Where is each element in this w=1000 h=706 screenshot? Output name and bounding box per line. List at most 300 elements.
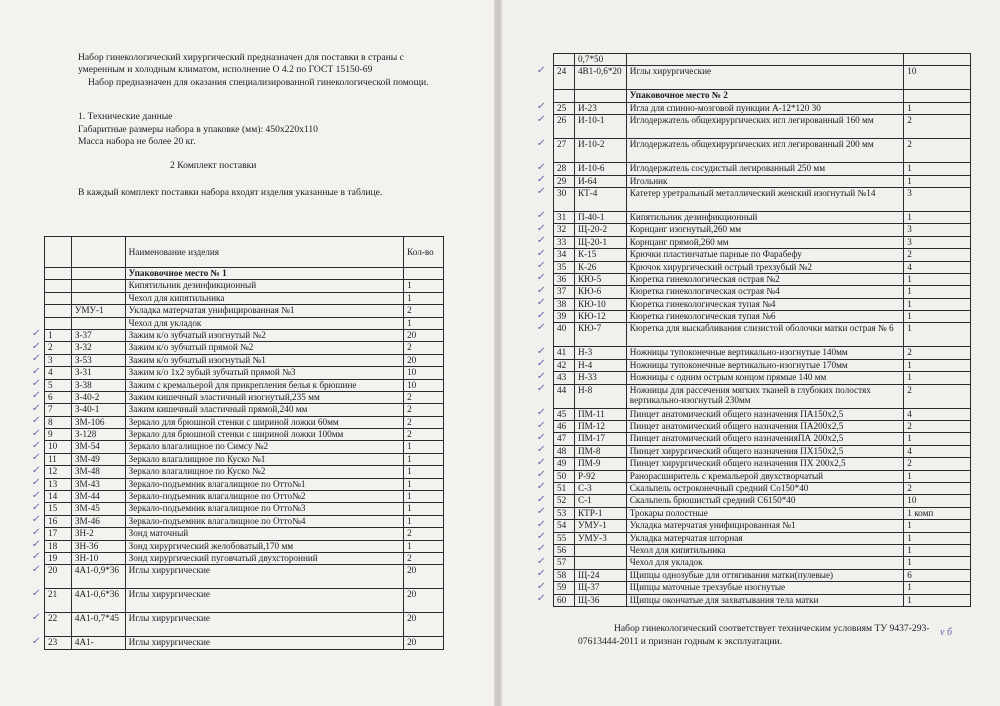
table-row (554, 532, 971, 544)
cell-code (71, 237, 125, 268)
cell-num: 16 (45, 515, 72, 527)
check-mark: ✓ (536, 345, 547, 357)
cell-code: ЗМ-45 (71, 503, 125, 515)
table-row (45, 292, 444, 304)
table-row (554, 482, 971, 494)
table-row (45, 329, 444, 341)
cell-name: Чехол для кипятильника (626, 544, 904, 556)
cell-name: Катетер уретральный металлический женский изогнутый №14 (626, 187, 904, 211)
cell-num: 9 (45, 429, 72, 441)
cell-qty: 3 (904, 236, 971, 248)
cell-num: 50 (554, 470, 575, 482)
table-row (554, 261, 971, 273)
cell-name: Кипятильник дезинфикционный (125, 280, 403, 292)
check-mark: ✓ (536, 113, 547, 125)
cell-qty: 2 (404, 429, 444, 441)
cell-name: Иглодержатель общехирургических игл легированный 200 мм (626, 139, 904, 163)
cell-qty: 2 (404, 528, 444, 540)
cell-code: Щ-24 (574, 569, 626, 581)
check-mark: ✓ (536, 297, 547, 309)
cell-name: Игла для спинно-мозговой пункции А-12*120 30 (626, 102, 904, 114)
cell-code: ЗН-36 (71, 540, 125, 552)
table-row (45, 637, 444, 649)
cell-name: Наименование изделия (125, 237, 403, 268)
table-row (554, 273, 971, 285)
cell-num: 43 (554, 372, 575, 384)
cell-num (45, 268, 72, 280)
check-mark: ✓ (536, 419, 547, 431)
cell-num: 49 (554, 458, 575, 470)
cell-qty: 20 (404, 354, 444, 366)
cell-qty: 1 (404, 503, 444, 515)
cell-qty (904, 90, 971, 102)
cell-num: 5 (45, 379, 72, 391)
cell-num: 59 (554, 582, 575, 594)
cell-num: 14 (45, 491, 72, 503)
cell-code (71, 280, 125, 292)
cell-num: 48 (554, 445, 575, 457)
check-mark: ✓ (536, 210, 547, 222)
cell-num: 40 (554, 323, 575, 347)
table-row (45, 429, 444, 441)
cell-qty: 1 (904, 532, 971, 544)
table-row (554, 249, 971, 261)
check-mark: ✓ (31, 415, 42, 427)
cell-num: 57 (554, 557, 575, 569)
cell-name: Щипцы однозубые для оттягивания матки(пулевые) (626, 569, 904, 581)
cell-name: Чехол для кипятильника (125, 292, 403, 304)
table-row (554, 298, 971, 310)
cell-qty: 3 (904, 187, 971, 211)
check-mark: ✓ (536, 580, 547, 592)
cell-qty: 1 (904, 470, 971, 482)
check-mark: ✓ (536, 506, 547, 518)
cell-code: КТ-4 (574, 187, 626, 211)
cell-code: 4А1-0,9*36 (71, 565, 125, 589)
cell-qty: 1 (404, 478, 444, 490)
cell-num: 45 (554, 408, 575, 420)
cell-name: Зеркало для брюшной стенки с шириной ложки 100мм (125, 429, 403, 441)
handwritten-note: v б (940, 627, 952, 638)
check-mark: ✓ (536, 309, 547, 321)
cell-name: Пинцет анатомический общего назначения ПА150х2,5 (626, 408, 904, 420)
cell-name: Упаковочное место № 1 (125, 268, 403, 280)
check-mark: ✓ (31, 365, 42, 377)
cell-code: КЮ-10 (574, 298, 626, 310)
cell-qty: 2 (904, 139, 971, 163)
cell-num (45, 237, 72, 268)
cell-code: И-23 (574, 102, 626, 114)
cell-name: Зажим к/о зубчатый изогнутый №1 (125, 354, 403, 366)
check-mark: ✓ (536, 493, 547, 505)
check-mark: ✓ (536, 370, 547, 382)
items-table-left (44, 236, 444, 650)
check-mark: ✓ (31, 439, 42, 451)
table-row (554, 594, 971, 606)
cell-qty: 2 (404, 404, 444, 416)
check-mark: ✓ (536, 321, 547, 333)
cell-name: Укладка матерчатая унифицированная №1 (125, 305, 403, 317)
check-mark: ✓ (536, 358, 547, 370)
cell-name: Крючок хирургический острый трехзубый №2 (626, 261, 904, 273)
cell-code: 4А1- (71, 637, 125, 649)
cell-name: Зеркало для брюшной стенки с шириной ложки 60мм (125, 416, 403, 428)
cell-qty: 4 (904, 445, 971, 457)
check-mark: ✓ (536, 444, 547, 456)
cell-num: 3 (45, 354, 72, 366)
cell-code: ПМ-11 (574, 408, 626, 420)
cell-qty: 1 (904, 323, 971, 347)
table-row (45, 379, 444, 391)
cell-name: Зеркало влагалищное по Куско №2 (125, 466, 403, 478)
cell-num (45, 292, 72, 304)
check-mark: ✓ (536, 469, 547, 481)
cell-num: 22 (45, 613, 72, 637)
section-delivery: 2 Комплект поставки (170, 160, 257, 172)
cell-qty: 2 (904, 421, 971, 433)
table-row (45, 466, 444, 478)
cell-qty: 10 (904, 66, 971, 90)
cell-qty: 1 (404, 280, 444, 292)
cell-qty: 1 (404, 292, 444, 304)
cell-qty: 1 (904, 286, 971, 298)
section-technical: 1. Технические данные (78, 111, 173, 123)
table-row (554, 544, 971, 556)
table-row (554, 384, 971, 408)
cell-name: Щипцы маточные трехзубые изогнутые (626, 582, 904, 594)
cell-num: 7 (45, 404, 72, 416)
check-mark: ✓ (31, 402, 42, 414)
table-row (45, 613, 444, 637)
cell-qty: 20 (404, 565, 444, 589)
cell-num: 39 (554, 311, 575, 323)
cell-name: Игольник (626, 175, 904, 187)
cell-num: 21 (45, 589, 72, 613)
cell-num: 26 (554, 115, 575, 139)
table-row (554, 507, 971, 519)
check-mark: ✓ (31, 452, 42, 464)
cell-qty: 1 (904, 163, 971, 175)
cell-num: 12 (45, 466, 72, 478)
cell-num: 46 (554, 421, 575, 433)
check-mark: ✓ (536, 64, 547, 76)
check-mark: ✓ (536, 235, 547, 247)
table-header-row (45, 237, 444, 268)
check-mark: ✓ (536, 272, 547, 284)
cell-qty: 1 (904, 102, 971, 114)
cell-num: 33 (554, 236, 575, 248)
cell-code: ПМ-9 (574, 458, 626, 470)
cell-code: Н-4 (574, 359, 626, 371)
cell-code: З-40-2 (71, 391, 125, 403)
check-mark: ✓ (31, 611, 42, 623)
table-row (554, 311, 971, 323)
cell-num: 37 (554, 286, 575, 298)
cell-qty: 1 (404, 540, 444, 552)
cell-name: Зонд хирургический желобоватый,170 мм (125, 540, 403, 552)
table-row (45, 565, 444, 589)
table-row (45, 354, 444, 366)
cell-name: Кипятильник дезинфикционный (626, 211, 904, 223)
check-mark: ✓ (536, 531, 547, 543)
cell-name: Ножницы для рассечения мягких тканей в глубоких полостях вертикально-изогнутый 230мм (626, 384, 904, 408)
cell-name: Ранорасширитель с кремальерой двухстворчатый (626, 470, 904, 482)
cell-qty: 1 (904, 372, 971, 384)
cell-code (71, 292, 125, 304)
cell-name: Иглы хирургические (125, 637, 403, 649)
check-mark: ✓ (536, 284, 547, 296)
cell-name: Иглодержатель общехирургических игл легированный 160 мм (626, 115, 904, 139)
cell-qty: 10 (404, 379, 444, 391)
items-table-right (553, 53, 971, 607)
check-mark: ✓ (31, 526, 42, 538)
cell-name: Кюретка гинекологическая тупая №6 (626, 311, 904, 323)
table-row (554, 115, 971, 139)
cell-num: 13 (45, 478, 72, 490)
cell-qty: 6 (904, 569, 971, 581)
cell-name: Ножницы тупоконечные вертикально-изогнутые 170мм (626, 359, 904, 371)
cell-code: УМУ-3 (574, 532, 626, 544)
check-mark: ✓ (536, 174, 547, 186)
cell-num: 24 (554, 66, 575, 90)
cell-qty: 1 (904, 175, 971, 187)
cell-code: Н-8 (574, 384, 626, 408)
table-row (45, 528, 444, 540)
intro-paragraph-2: Набор предназначен для оказания специализированной гинекологической помощи. (88, 76, 429, 88)
cell-num: 58 (554, 569, 575, 581)
cell-num: 42 (554, 359, 575, 371)
cell-code (71, 268, 125, 280)
table-row (45, 367, 444, 379)
cell-num: 11 (45, 453, 72, 465)
cell-code: З-38 (71, 379, 125, 391)
cell-num (554, 90, 575, 102)
check-mark: ✓ (536, 481, 547, 493)
check-mark: ✓ (536, 431, 547, 443)
check-mark: ✓ (31, 587, 42, 599)
cell-name: Иглы хирургические (125, 565, 403, 589)
cell-code: П-40-1 (574, 211, 626, 223)
table-row (554, 421, 971, 433)
intro-text (78, 52, 438, 199)
cell-code: ЗМ-46 (71, 515, 125, 527)
cell-name: Зажим кишечный эластичный прямой,240 мм (125, 404, 403, 416)
table-row (45, 317, 444, 329)
check-mark: ✓ (536, 247, 547, 259)
cell-code: ЗМ-54 (71, 441, 125, 453)
check-mark: ✓ (536, 186, 547, 198)
cell-num: 44 (554, 384, 575, 408)
table-row (554, 236, 971, 248)
table-row (45, 280, 444, 292)
table-row (554, 54, 971, 66)
cell-qty: 2 (404, 552, 444, 564)
cell-qty: 20 (404, 329, 444, 341)
cell-code: ЗН-2 (71, 528, 125, 540)
table-row (554, 139, 971, 163)
intro-paragraph-1: Набор гинекологический хирургический предназначен для поставки в страны с умеренным и холодным климатом, исполнение О 4.2 по ГОСТ 15150-69 (78, 52, 404, 76)
cell-num (45, 280, 72, 292)
cell-code: КЮ-6 (574, 286, 626, 298)
cell-name: Зеркало-подъемник влагалищное по Отто№4 (125, 515, 403, 527)
cell-code: И-10-6 (574, 163, 626, 175)
cell-code: Щ-37 (574, 582, 626, 594)
cell-name: Зеркало влагалищное по Куско №1 (125, 453, 403, 465)
cell-code: З-31 (71, 367, 125, 379)
cell-qty: 20 (404, 637, 444, 649)
cell-num: 54 (554, 520, 575, 532)
cell-code: С-3 (574, 482, 626, 494)
cell-num: 10 (45, 441, 72, 453)
cell-num: 36 (554, 273, 575, 285)
table-row (554, 187, 971, 211)
cell-code: УМУ-1 (71, 305, 125, 317)
cell-num: 4 (45, 367, 72, 379)
cell-num: 30 (554, 187, 575, 211)
table-row (554, 372, 971, 384)
cell-code: З-53 (71, 354, 125, 366)
cell-code: Щ-20-1 (574, 236, 626, 248)
compliance-statement: Набор гинекологический соответствует техническим условиям ТУ 9437-293-07613444-2011 и признан годным к эксплуатации. (578, 622, 930, 647)
cell-code: 4А1-0,7*45 (71, 613, 125, 637)
check-mark: ✓ (31, 489, 42, 501)
table-row (554, 445, 971, 457)
cell-num (554, 54, 575, 66)
table-row (45, 540, 444, 552)
cell-name: Крючки пластинчатые парные по Фарабефу (626, 249, 904, 261)
cell-num: 20 (45, 565, 72, 589)
cell-qty: 3 (904, 224, 971, 236)
cell-qty: 2 (404, 342, 444, 354)
cell-num: 28 (554, 163, 575, 175)
cell-code: ЗМ-49 (71, 453, 125, 465)
cell-qty: 2 (904, 347, 971, 359)
cell-num: 60 (554, 594, 575, 606)
table-row (554, 458, 971, 470)
cell-num: 51 (554, 482, 575, 494)
cell-qty: 1 (904, 311, 971, 323)
cell-code: Н-3 (574, 347, 626, 359)
check-mark: ✓ (536, 383, 547, 395)
cell-num: 8 (45, 416, 72, 428)
cell-code: З-40-1 (71, 404, 125, 416)
check-mark: ✓ (31, 563, 42, 575)
cell-name: Зеркало-подъемник влагалищное по Отто№1 (125, 478, 403, 490)
cell-code: И-10-2 (574, 139, 626, 163)
cell-name: Иглы хирургические (125, 613, 403, 637)
check-mark: ✓ (536, 518, 547, 530)
cell-qty: 1 (404, 466, 444, 478)
cell-qty: 20 (404, 613, 444, 637)
cell-code: Щ-36 (574, 594, 626, 606)
cell-num: 6 (45, 391, 72, 403)
table-row (554, 359, 971, 371)
check-mark: ✓ (31, 477, 42, 489)
cell-name: Зонд маточный (125, 528, 403, 540)
table-row (554, 569, 971, 581)
check-mark: ✓ (31, 551, 42, 563)
check-mark: ✓ (536, 593, 547, 604)
cell-code: З-37 (71, 329, 125, 341)
check-mark: ✓ (31, 353, 42, 365)
cell-qty: 2 (404, 305, 444, 317)
cell-qty: 1 (404, 317, 444, 329)
table-row (554, 520, 971, 532)
check-mark: ✓ (31, 427, 42, 439)
cell-name: Иглы хирургические (125, 589, 403, 613)
check-mark: ✓ (536, 456, 547, 468)
cell-name: Корнцанг прямой,260 мм (626, 236, 904, 248)
table-row (45, 515, 444, 527)
check-mark: ✓ (31, 514, 42, 526)
table-row (554, 408, 971, 420)
table-row (45, 441, 444, 453)
cell-code: С-1 (574, 495, 626, 507)
cell-name: Кюретка для выскабливания слизистой оболочки матки острая № 6 (626, 323, 904, 347)
check-mark: ✓ (31, 390, 42, 402)
check-mark: ✓ (31, 378, 42, 390)
table-row (45, 491, 444, 503)
table-row (45, 404, 444, 416)
cell-num: 27 (554, 139, 575, 163)
cell-num: 23 (45, 637, 72, 649)
cell-qty: 1 (904, 557, 971, 569)
cell-qty: 1 комп (904, 507, 971, 519)
cell-name: Зеркало-подъемник влагалищное по Отто№2 (125, 491, 403, 503)
cell-name: Ножницы тупоконечные вертикально-изогнутые 140мм (626, 347, 904, 359)
cell-code: ЗМ-43 (71, 478, 125, 490)
check-mark: ✓ (536, 260, 547, 272)
cell-qty: 1 (904, 582, 971, 594)
cell-name: Кюретка гинекологическая острая №4 (626, 286, 904, 298)
table-row (554, 470, 971, 482)
cell-name: Зеркало-подъемник влагалищное по Отто№3 (125, 503, 403, 515)
cell-qty: 1 (404, 491, 444, 503)
cell-code: ПМ-17 (574, 433, 626, 445)
cell-code: ЗМ-48 (71, 466, 125, 478)
cell-code: УМУ-1 (574, 520, 626, 532)
cell-name: Зажим с кремальерой для прикрепления белья к брюшине (125, 379, 403, 391)
cell-qty: 1 (404, 441, 444, 453)
cell-code: И-64 (574, 175, 626, 187)
cell-qty: 2 (904, 482, 971, 494)
check-mark: ✓ (31, 635, 42, 647)
check-mark: ✓ (31, 340, 42, 352)
cell-name: Иглодержатель сосудистый легированный 250 мм (626, 163, 904, 175)
cell-code: КТР-1 (574, 507, 626, 519)
cell-code: 0,7*50 (574, 54, 626, 66)
table-row (45, 478, 444, 490)
cell-code: Щ-20-2 (574, 224, 626, 236)
cell-code: Р-92 (574, 470, 626, 482)
cell-num: 55 (554, 532, 575, 544)
cell-qty: 1 (904, 359, 971, 371)
table-row (554, 175, 971, 187)
check-mark: ✓ (31, 328, 42, 340)
cell-qty: 2 (404, 391, 444, 403)
cell-name: Укладка матерчатая шторная (626, 532, 904, 544)
table-row (554, 557, 971, 569)
cell-qty: 1 (904, 520, 971, 532)
cell-num: 41 (554, 347, 575, 359)
check-mark: ✓ (536, 568, 547, 580)
cell-qty (404, 268, 444, 280)
cell-code: КЮ-7 (574, 323, 626, 347)
cell-num (45, 305, 72, 317)
cell-num: 1 (45, 329, 72, 341)
page-fold (494, 0, 502, 706)
cell-name: Упаковочное место № 2 (626, 90, 904, 102)
